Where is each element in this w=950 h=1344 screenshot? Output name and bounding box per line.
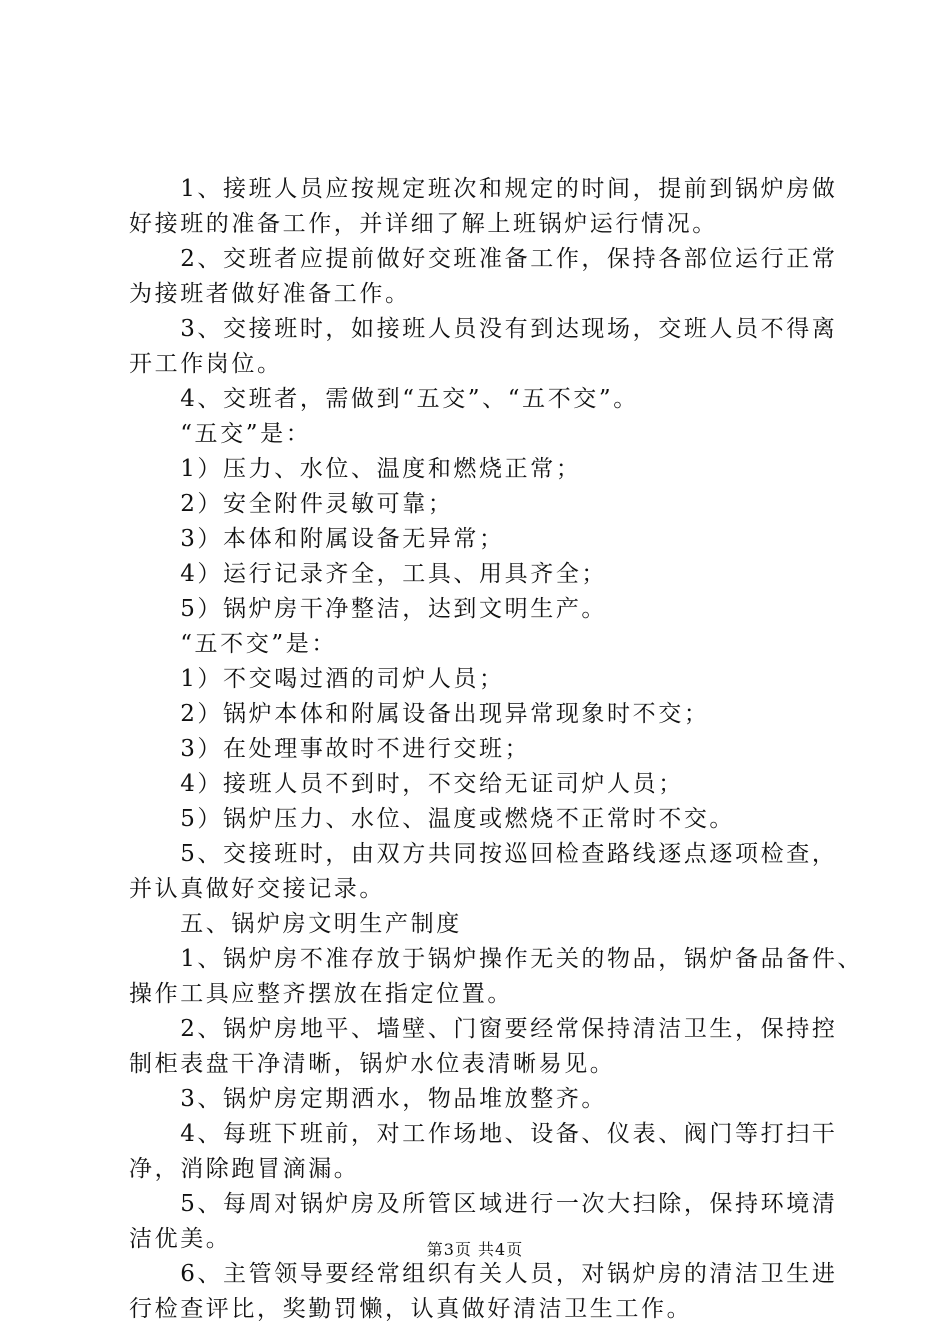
text-line: 行检查评比，奖勤罚懒，认真做好清洁卫生工作。 [129, 1296, 693, 1322]
text-line: 5）锅炉压力、水位、温度或燃烧不正常时不交。 [129, 806, 736, 832]
text-line: 4）运行记录齐全，工具、用具齐全； [129, 561, 608, 587]
text-line: “五不交”是： [129, 631, 337, 657]
text-line: 为接班者做好准备工作。 [129, 281, 411, 307]
text-line: 好接班的准备工作，并详细了解上班锅炉运行情况。 [129, 211, 718, 237]
text-line: 3）在处理事故时不进行交班； [129, 736, 531, 762]
text-line: 3）本体和附属设备无异常； [129, 526, 505, 552]
text-line: 1、锅炉房不准存放于锅炉操作无关的物品，锅炉备品备件、 [129, 946, 864, 972]
text-line: 1、接班人员应按规定班次和规定的时间，提前到锅炉房做 [129, 176, 838, 202]
text-line: 3、交接班时，如接班人员没有到达现场，交班人员不得离 [129, 316, 838, 342]
text-line: 开工作岗位。 [129, 351, 283, 377]
text-line: “五交”是： [129, 421, 312, 447]
text-line: 洁优美。 [129, 1226, 232, 1252]
text-line: 1）压力、水位、温度和燃烧正常； [129, 456, 582, 482]
text-line: 5）锅炉房干净整洁，达到文明生产。 [129, 596, 608, 622]
text-line: 并认真做好交接记录。 [129, 876, 385, 902]
text-line: 制柜表盘干净清晰，锅炉水位表清晰易见。 [129, 1051, 616, 1077]
text-line: 操作工具应整齐摆放在指定位置。 [129, 981, 513, 1007]
text-line: 6、主管领导要经常组织有关人员，对锅炉房的清洁卫生进 [129, 1261, 838, 1287]
text-line: 4、每班下班前，对工作场地、设备、仪表、阀门等打扫干 [129, 1121, 838, 1147]
text-line: 5、每周对锅炉房及所管区域进行一次大扫除，保持环境清 [129, 1191, 838, 1217]
text-line: 5、交接班时，由双方共同按巡回检查路线逐点逐项检查， [129, 841, 838, 867]
text-line: 4、交班者，需做到“五交”、“五不交”。 [129, 386, 639, 412]
text-line: 净，消除跑冒滴漏。 [129, 1156, 360, 1182]
text-line: 4）接班人员不到时，不交给无证司炉人员； [129, 771, 684, 797]
text-line: 2）安全附件灵敏可靠； [129, 491, 454, 517]
document-body [129, 172, 864, 1327]
page-number-footer: 第3页 共4页 [426, 1240, 524, 1259]
section-heading: 五、锅炉房文明生产制度 [129, 911, 462, 937]
text-line: 1）不交喝过酒的司炉人员； [129, 666, 505, 692]
text-line: 2、交班者应提前做好交班准备工作，保持各部位运行正常 [129, 246, 838, 272]
text-line: 3、锅炉房定期洒水，物品堆放整齐。 [129, 1086, 608, 1112]
text-line: 2）锅炉本体和附属设备出现异常现象时不交； [129, 701, 710, 727]
text-line: 2、锅炉房地平、墙壁、门窗要经常保持清洁卫生，保持控 [129, 1016, 838, 1042]
